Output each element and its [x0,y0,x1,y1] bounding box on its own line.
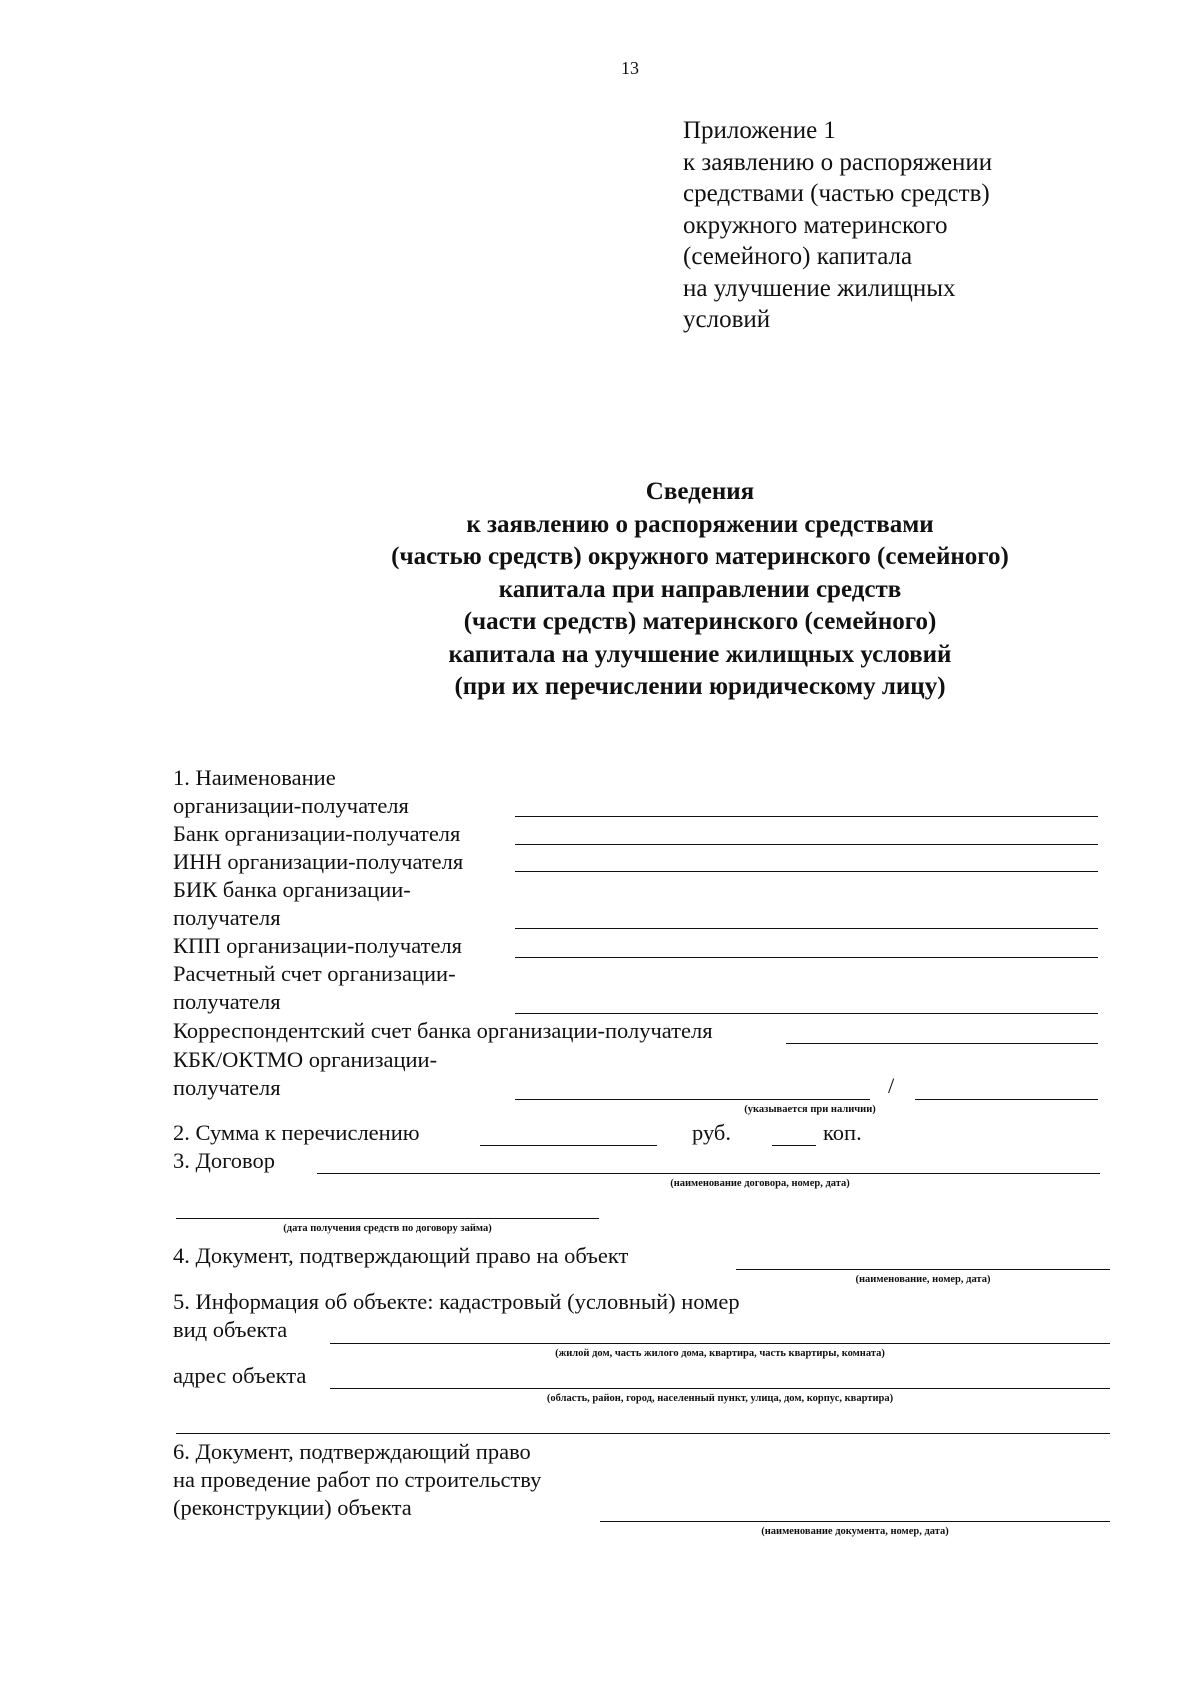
rub-label: руб. [692,1120,731,1145]
appendix-line: на улучшение жилищных [683,274,956,302]
item5-label: 5. Информация об объекте: кадастровый (условный) номер [173,1289,740,1314]
title-line: капитала на улучшение жилищных условий [448,640,952,668]
loan-date-field[interactable] [176,1218,599,1219]
title-line: капитала при направлении средств [498,575,902,603]
kop-label: коп. [823,1120,862,1145]
bank-label: Банк организации-получателя [173,821,461,846]
corr-account-label: Корреспондентский счет банка организации-получателя [173,1018,713,1043]
item6-label-cont: на проведение работ по строительству [173,1467,542,1492]
title-line: (при их перечислении юридическому лицу) [454,673,946,700]
object-type-caption: (жилой дом, часть жилого дома, квартира, часть квартиры, комната) [555,1348,885,1359]
construction-permit-caption: (наименование документа, номер, дата) [761,1526,949,1537]
amount-rub-field[interactable] [480,1145,657,1146]
appendix-line: условий [683,306,771,333]
document-title [100,476,1200,704]
contract-field[interactable] [317,1173,1100,1174]
bank-field[interactable] [515,844,1098,845]
slash-separator: / [888,1073,895,1098]
item6-label: 6. Документ, подтверждающий право [173,1439,531,1464]
oktmo-field[interactable] [915,1099,1098,1100]
org-name-field[interactable] [515,816,1098,817]
bik-label: БИК банка организации- [173,877,411,902]
appendix-line: окружного материнского [683,211,948,239]
bik-field[interactable] [515,928,1098,929]
item1-label: 1. Наименование [173,765,336,790]
appendix-line: Приложение 1 [683,117,836,144]
object-address-field-cont[interactable] [176,1433,1110,1434]
ownership-document-field[interactable] [736,1269,1110,1270]
inn-field[interactable] [515,871,1098,872]
account-label: Расчетный счет организации- [173,961,456,986]
item3-label: 3. Договор [173,1148,275,1173]
title-line: Сведения [645,478,755,505]
contract-caption: (наименование договора, номер, дата) [670,1178,850,1189]
object-type-label: вид объекта [173,1317,288,1342]
page-number: 13 [621,58,639,78]
kbk-field[interactable] [515,1099,870,1100]
inn-label: ИНН организации-получателя [173,849,464,874]
kpp-field[interactable] [515,957,1098,958]
appendix-line: (семейного) капитала [683,243,913,270]
object-address-field[interactable] [330,1388,1110,1389]
kbk-caption: (указывается при наличии) [744,1104,876,1115]
appendix-line: к заявлению о распоряжении [683,148,993,176]
item6-label-cont: (реконструкции) объекта [173,1495,412,1520]
account-field[interactable] [515,1013,1098,1014]
kpp-label: КПП организации-получателя [173,933,463,958]
title-line: к заявлению о распоряжении средствами [466,510,934,538]
amount-kop-field[interactable] [772,1145,816,1146]
object-type-field[interactable] [330,1343,1110,1344]
appendix-line: средствами (частью средств) [683,180,990,207]
object-address-label: адрес объекта [173,1363,307,1388]
title-line: (частью средств) окружного материнского (семейного) [391,543,1009,570]
bik-label-cont: получателя [173,905,281,930]
loan-date-caption: (дата получения средств по договору займа) [283,1223,492,1234]
construction-permit-field[interactable] [600,1521,1110,1522]
kbk-label: КБК/ОКТМО организации- [173,1047,438,1072]
account-label-cont: получателя [173,989,281,1014]
corr-account-field[interactable] [786,1043,1098,1044]
title-line: (части средств) материнского (семейного) [463,608,937,635]
ownership-document-caption: (наименование, номер, дата) [855,1274,991,1285]
object-address-caption: (область, район, город, населенный пункт, улица, дом, корпус, квартира) [546,1393,894,1404]
appendix-heading [683,115,992,336]
kbk-label-cont: получателя [173,1075,281,1100]
item2-label: 2. Сумма к перечислению [173,1120,420,1145]
item4-label: 4. Документ, подтверждающий право на объект [173,1243,629,1268]
item1-label-cont: организации-получателя [173,793,409,818]
